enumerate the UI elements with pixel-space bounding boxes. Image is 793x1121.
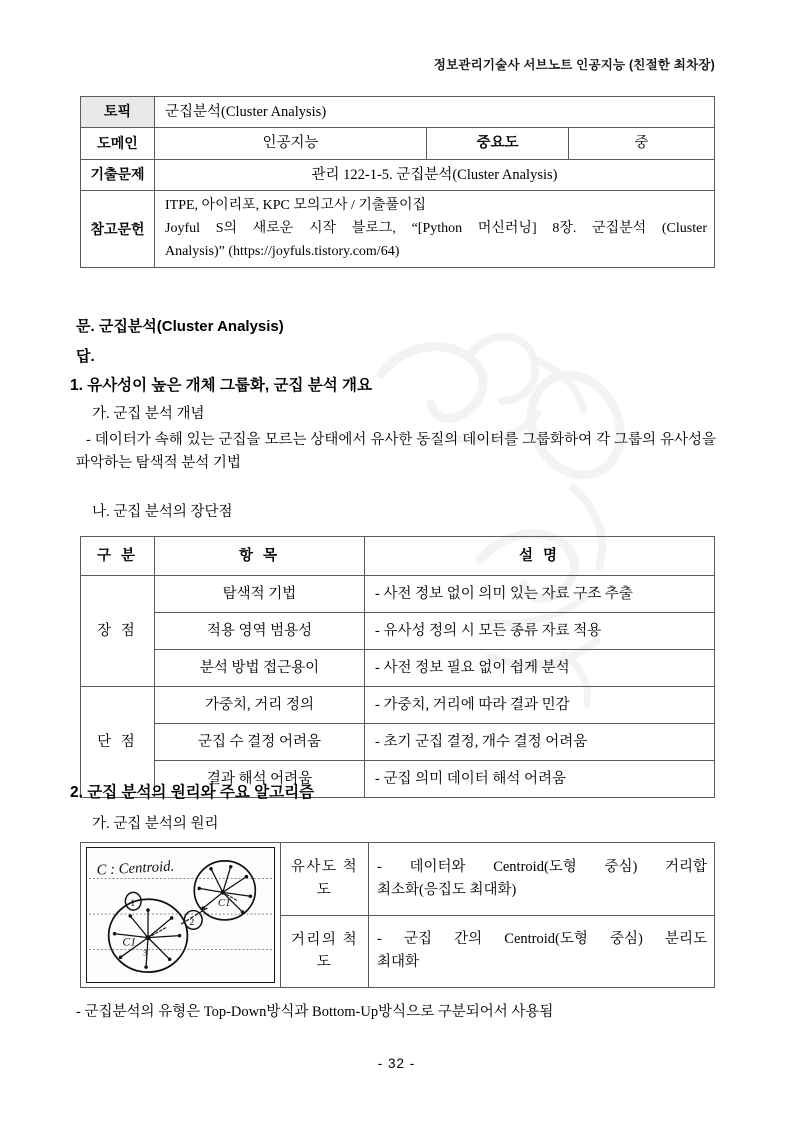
- measure-desc-line-2: 최대화: [377, 954, 420, 971]
- references-value: [155, 191, 715, 268]
- category-pros: 장 점: [81, 576, 155, 687]
- svg-text:C1: C1: [217, 897, 231, 910]
- page-number: - 32 -: [377, 1056, 416, 1071]
- header-description: 설 명: [365, 537, 715, 576]
- past-question-value: 관리 122-1-5. 군집분석(Cluster Analysis): [155, 159, 715, 190]
- topic-label: 토픽: [81, 97, 155, 128]
- section-1-sub-a: 가. 군집 분석 개념: [92, 406, 205, 422]
- item-cell: 가중치, 거리 정의: [155, 687, 365, 724]
- svg-text:C : Centroid.: C : Centroid.: [96, 858, 175, 879]
- desc-cell: - 가중치, 거리에 따라 결과 민감: [365, 687, 715, 724]
- reference-line-2: Joyful S의 새로운 시작 블로그, “[Python 머신러닝] 8장. 군집분석 (Cluster: [165, 221, 707, 237]
- pros-cons-table: [80, 536, 715, 798]
- svg-text:C1: C1: [122, 934, 137, 949]
- table-row: [81, 650, 715, 687]
- measure-desc-line-1: - 데이터와 Centroid(도형 중심) 거리합: [377, 858, 707, 875]
- table-row: [81, 687, 715, 724]
- measure-label: 거리의 척도: [281, 915, 369, 988]
- measure-desc-line-2: 최소화(응집도 최대화): [377, 881, 517, 898]
- item-cell: 분석 방법 접근용이: [155, 650, 365, 687]
- desc-cell: - 사전 정보 필요 없이 쉽게 분석: [365, 650, 715, 687]
- importance-label: 중요도: [427, 128, 569, 159]
- references-label: 참고문헌: [81, 191, 155, 268]
- section-2-sub-a: 가. 군집 분석의 원리: [92, 816, 219, 832]
- measure-label: 유사도 척도: [281, 843, 369, 916]
- header-category: 구 분: [81, 537, 155, 576]
- header-item: 항 목: [155, 537, 365, 576]
- table-row: [81, 613, 715, 650]
- item-cell: 적용 영역 범용성: [155, 613, 365, 650]
- table-row: [81, 97, 715, 128]
- running-header: 정보관리기술사 서브노트 인공지능 (친절한 최차장): [433, 58, 715, 72]
- desc-cell: - 유사성 정의 시 모든 종류 자료 적용: [365, 613, 715, 650]
- principle-table: [80, 842, 715, 988]
- table-row: [81, 724, 715, 761]
- past-question-label: 기출문제: [81, 159, 155, 190]
- answer-heading: 답.: [76, 348, 95, 365]
- category-cons: 단 점: [81, 687, 155, 798]
- closing-note: - 군집분석의 유형은 Top-Down방식과 Bottom-Up방식으로 구분되어서 사용됨: [76, 1004, 554, 1020]
- table-row: [81, 159, 715, 190]
- reference-line-3: Analysis)” (https://joyfuls.tistory.com/64): [165, 243, 400, 259]
- item-cell: 탐색적 기법: [155, 576, 365, 613]
- item-cell: 결과 해석 어려움: [155, 761, 365, 798]
- measure-description: [369, 843, 715, 916]
- table-row: [81, 128, 715, 159]
- question-heading: 문. 군집분석(Cluster Analysis): [76, 318, 284, 335]
- svg-text:1: 1: [130, 898, 136, 910]
- svg-text:2: 2: [189, 916, 195, 928]
- topic-value: 군집분석(Cluster Analysis): [155, 97, 715, 128]
- desc-cell: - 군집 의미 데이터 해석 어려움: [365, 761, 715, 798]
- reference-line-1: ITPE, 아이리포, KPC 모의고사 / 기출풀이집: [165, 198, 426, 214]
- table-row: [81, 576, 715, 613]
- section-1-heading: 1. 유사성이 높은 개체 그룹화, 군집 분석 개요: [70, 377, 372, 394]
- measure-description: [369, 915, 715, 988]
- svg-text:3: 3: [143, 948, 148, 958]
- table-header-row: [81, 537, 715, 576]
- section-1-sub-b: 나. 군집 분석의 장단점: [92, 504, 233, 520]
- topic-info-table: [80, 96, 715, 268]
- desc-cell: - 사전 정보 없이 의미 있는 자료 구조 추출: [365, 576, 715, 613]
- measure-desc-line-1: - 군집 간의 Centroid(도형 중심) 분리도: [377, 931, 707, 948]
- section-1-body: - 데이터가 속해 있는 군집을 모르는 상태에서 유사한 동질의 데이터를 그룹화하여 각 그룹의 유사성을 파악하는 탐색적 분석 기법: [76, 432, 716, 472]
- importance-value: 중: [569, 128, 715, 159]
- table-row: [81, 191, 715, 268]
- handwritten-centroid-diagram: [86, 847, 275, 983]
- centroid-sketch-cell: [81, 843, 281, 988]
- section-2-heading: 2. 군집 분석의 원리와 주요 알고리즘: [70, 784, 315, 801]
- domain-label: 도메인: [81, 128, 155, 159]
- item-cell: 군집 수 결정 어려움: [155, 724, 365, 761]
- desc-cell: - 초기 군집 결정, 개수 결정 어려움: [365, 724, 715, 761]
- domain-value: 인공지능: [155, 128, 427, 159]
- table-row: [81, 843, 715, 916]
